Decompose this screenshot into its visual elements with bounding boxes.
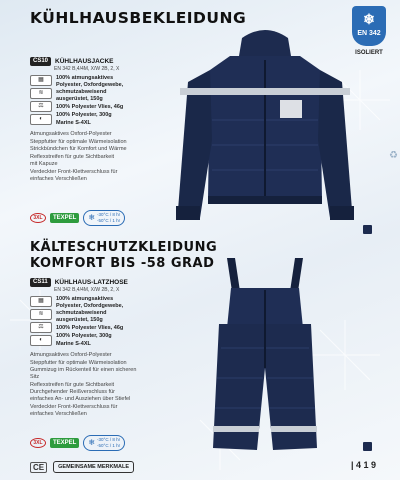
fabric-icon: ▦ — [30, 296, 52, 307]
product-code: CS10 — [30, 57, 51, 66]
size-badge: 3XL — [30, 213, 46, 223]
certificate-label: EN 342 — [357, 30, 381, 37]
feature-line: Gummizug im Rückenteil für einen sicheren Sitz — [30, 367, 137, 380]
temperature-badge — [83, 435, 125, 451]
temperature-line: -30°C / 8 hr — [97, 437, 121, 442]
color-icon: ◐ — [30, 114, 52, 125]
footer — [30, 461, 134, 473]
spec-line: 100% Polyester, 300g — [56, 112, 112, 118]
feature-line: Verdeckter Front-Klettverschluss für einfaches Verschließen — [30, 403, 118, 417]
color-swatch — [363, 442, 372, 451]
feature-line: Steppfutter für optimale Wärmeisolation — [30, 138, 127, 145]
feature-line: Atmungsaktives Oxford-Polyester — [30, 131, 112, 137]
spec-line: 100% atmungsaktives Polyester, Oxfordgewebe, schmutzabweisend ausgerüstet, 150g — [56, 75, 124, 102]
weight-icon: ⚖ — [30, 322, 52, 333]
spec-line: Marine S-4XL — [56, 120, 91, 126]
product-latzhose-info — [30, 278, 190, 418]
product-jacket-badges — [30, 210, 125, 226]
product-name: KÜHLHAUS-LATZHOSE — [54, 279, 128, 286]
snowflake-icon: ❄ — [88, 213, 96, 222]
texpel-badge: TEXPEL — [50, 438, 79, 448]
product-latzhose-badges — [30, 435, 125, 451]
product-norm: EN 342 B,4/4M, X/W 2B, 2, X — [54, 66, 120, 72]
lining-icon: ≋ — [30, 88, 52, 99]
feature-line: Strickbündchen für Komfort und Wärme — [30, 146, 127, 152]
feature-line: Atmungsaktives Oxford-Polyester — [30, 352, 112, 358]
recycle-icon: ♻ — [389, 150, 398, 161]
spec-line: 100% Polyester, 300g — [56, 333, 112, 339]
product-norm: EN 342 B,4/4M, X/W 2B, 2, X — [54, 287, 120, 293]
ce-mark: CE — [30, 462, 47, 473]
size-badge: 3XL — [30, 438, 46, 448]
texpel-badge: TEXPEL — [50, 213, 79, 223]
feature-line: mit Kapuze — [30, 161, 58, 167]
page-number: | 4 1 9 — [350, 460, 376, 470]
color-icon: ◐ — [30, 335, 52, 346]
feature-line: Durchgehender Reißverschluss für einfaches An- und Ausziehen über Stiefel — [30, 389, 131, 402]
feature-line: Steppfutter für optimale Wärmeisolation — [30, 359, 127, 366]
section-title-line: KÄLTESCHUTZKLEIDUNG — [30, 240, 218, 255]
page-title: KÜHLHAUSBEKLEIDUNG — [30, 9, 247, 27]
color-swatch — [363, 225, 372, 234]
temperature-line: -50°C / 1 hr — [97, 218, 121, 223]
spec-line: 100% atmungsaktives Polyester, Oxfordgewebe, schmutzabweisend ausgerüstet, 150g — [56, 296, 124, 323]
latzhose-image — [175, 258, 355, 458]
spec-line: Marine S-4XL — [56, 341, 91, 347]
feature-line: Verdeckter Front-Klettverschluss für einfaches Verschließen — [30, 168, 118, 182]
feature-line: Reflexstreifen für gute Sichtbarkeit — [30, 153, 115, 160]
snowflake-icon: ❄ — [88, 438, 96, 447]
temperature-line: -30°C / 8 hr — [97, 212, 121, 217]
fabric-icon: ▦ — [30, 75, 52, 86]
feature-line: Reflexstreifen für gute Sichtbarkeit — [30, 381, 115, 388]
temperature-badge — [83, 210, 125, 226]
section-title-line: KOMFORT BIS -58 GRAD — [30, 256, 215, 271]
weight-icon: ⚖ — [30, 101, 52, 112]
common-features-label: GEMEINSAME MERKMALE — [53, 461, 134, 473]
product-name: KÜHLHAUSJACKE — [55, 58, 114, 65]
spec-line: 100% Polyester Vlies, 46g — [56, 104, 124, 110]
temperature-line: -50°C / 1 hr — [97, 443, 121, 448]
product-code: CS11 — [30, 278, 51, 287]
certificate-iso: ISOLIERT — [355, 50, 383, 56]
lining-icon: ≋ — [30, 309, 52, 320]
spec-line: 100% Polyester Vlies, 46g — [56, 325, 124, 331]
snowflake-shield-icon: ❄ EN 342 — [352, 6, 386, 46]
jacket-image — [160, 20, 370, 235]
